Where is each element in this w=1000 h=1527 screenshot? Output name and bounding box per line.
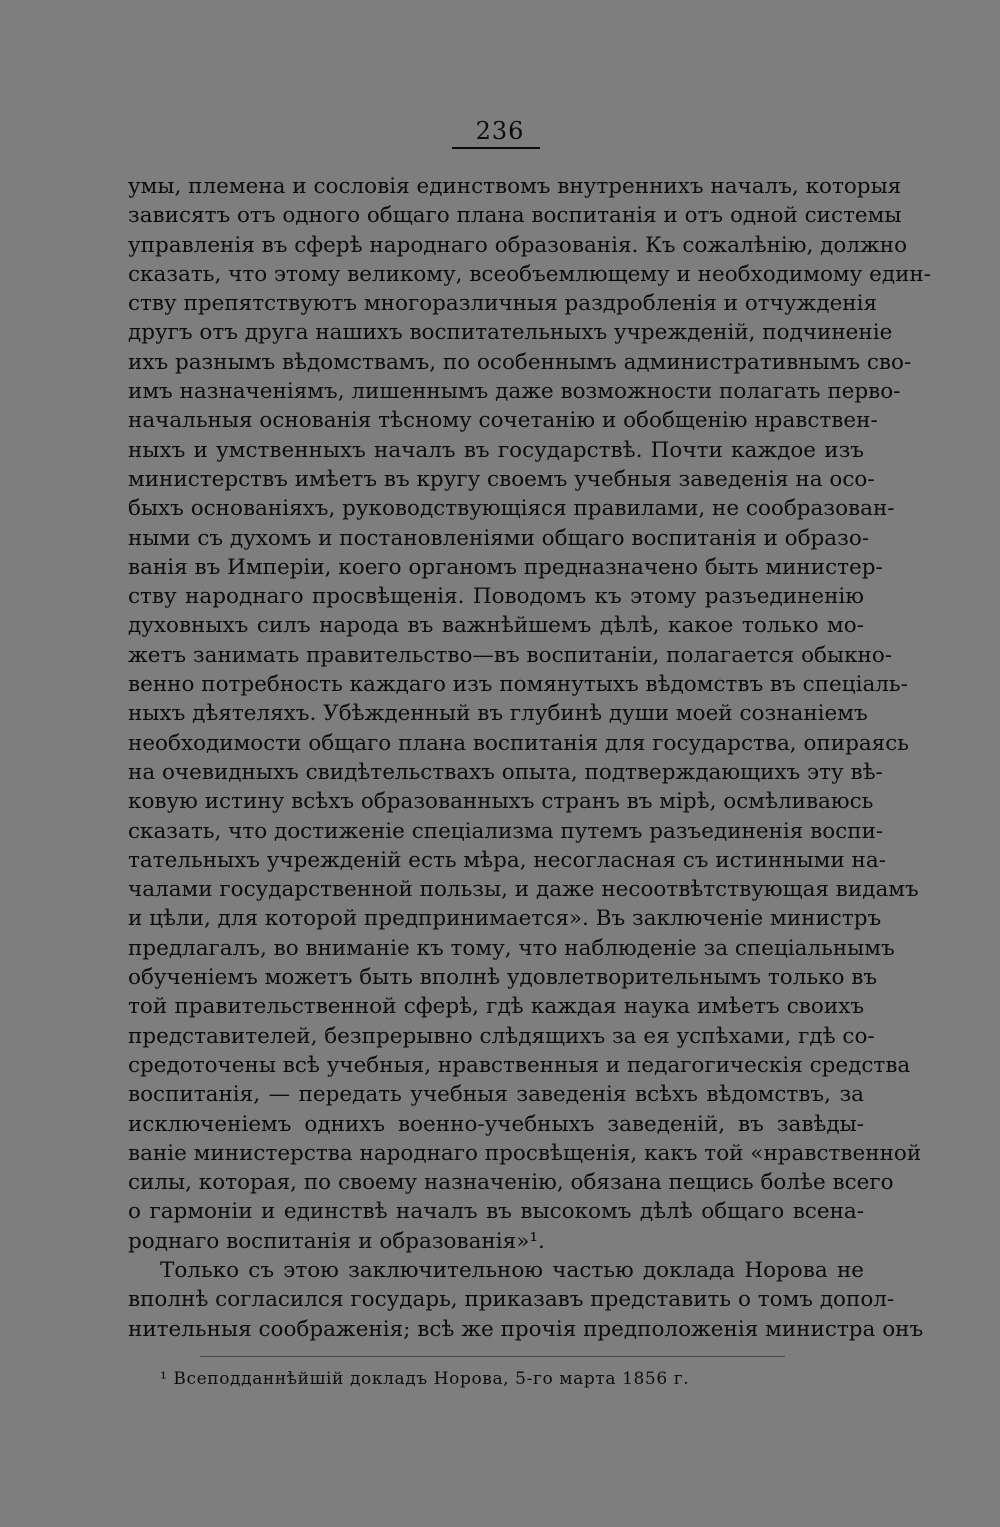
text-line: исключеніемъ однихъ военно-учебныхъ заведеній, въ завѣды- — [128, 1111, 864, 1137]
text-line: ными съ духомъ и постановленіями общаго воспитанія и образо- — [128, 525, 870, 551]
text-line: другъ отъ друга нашихъ воспитательныхъ учрежденій, подчиненіе — [128, 320, 893, 346]
text-line: сказать, что достиженіе спеціализма путемъ разъединенія воспи- — [128, 818, 884, 844]
text-line: тательныхъ учрежденій есть мѣра, несогласная съ истинными на- — [128, 847, 886, 873]
footnote-rule — [200, 1356, 785, 1357]
text-line: роднаго воспитанія и образованія»¹. — [128, 1228, 545, 1254]
text-line: ковую истину всѣхъ образованныхъ странъ въ мірѣ, осмѣливаюсь — [128, 789, 874, 815]
text-line: вполнѣ согласился государь, приказавъ представить о томъ допол- — [128, 1287, 895, 1313]
paragraph-first-line: Только съ этою заключительною частью доклада Норова не — [160, 1257, 864, 1283]
text-line: управленія въ сферѣ народнаго образованія. Къ сожалѣнію, должно — [128, 232, 908, 258]
body-text — [128, 172, 932, 1344]
text-line: нительныя соображенія; всѣ же прочія предположенія министра онъ — [128, 1316, 924, 1342]
text-line: средоточены всѣ учебныя, нравственныя и педагогическія средства — [128, 1052, 911, 1078]
text-line: сказать, что этому великому, всеобъемлющему и необходимому един- — [128, 261, 932, 287]
text-line: ныхъ дѣятеляхъ. Убѣжденный въ глубинѣ души моей сознаніемъ — [128, 701, 868, 727]
text-line: духовныхъ силъ народа въ важнѣйшемъ дѣлѣ, какое только мо- — [128, 613, 864, 639]
text-line: быхъ основаніяхъ, руководствующіяся правилами, не сообразован- — [128, 496, 895, 522]
text-line: ству препятствуютъ многоразличныя раздробленія и отчужденія — [128, 291, 878, 317]
page-number-rule — [452, 147, 540, 149]
text-line: чалами государственной пользы, и даже несоотвѣтствующая видамъ — [128, 877, 919, 903]
text-line: той правительственной сферѣ, гдѣ каждая наука имѣетъ своихъ — [128, 994, 864, 1020]
text-line: на очевидныхъ свидѣтельствахъ опыта, подтверждающихъ эту вѣ- — [128, 759, 883, 785]
text-line: зависятъ отъ одного общаго плана воспитанія и отъ одной системы — [128, 203, 902, 229]
page-number: 236 — [475, 117, 525, 145]
text-line: венно потребность каждаго изъ помянутыхъ вѣдомствъ въ спеціаль- — [128, 672, 908, 698]
text-line: обученіемъ можетъ быть вполнѣ удовлетворительнымъ только въ — [128, 965, 878, 991]
text-line: жетъ занимать правительство—въ воспитаніи, полагается обыкно- — [128, 642, 893, 668]
text-line: предлагалъ, во вниманіе къ тому, что наблюденіе за спеціальнымъ — [128, 935, 895, 961]
text-line: о гармоніи и единствѣ началъ въ высокомъ дѣлѣ общаго всена- — [128, 1199, 864, 1225]
text-line: ванія въ Имперіи, коего органомъ предназначено быть министер- — [128, 554, 883, 580]
text-line: необходимости общаго плана воспитанія для государства, опираясь — [128, 730, 909, 756]
text-line: начальныя основанія тѣсному сочетанію и обобщенію нравствен- — [128, 408, 878, 434]
text-line: ныхъ и умственныхъ началъ въ государствѣ. Почти каждое изъ — [128, 437, 864, 463]
text-line: министерствъ имѣетъ въ кругу своемъ учебныя заведенія на осо- — [128, 466, 875, 492]
footnote: ¹ Всеподданнѣйшій докладъ Норова, 5-го марта 1856 г. — [160, 1369, 690, 1389]
text-line: представителей, безпрерывно слѣдящихъ за ея успѣхами, гдѣ со- — [128, 1023, 875, 1049]
text-line: ихъ разнымъ вѣдомствамъ, по особеннымъ административнымъ сво- — [128, 349, 912, 375]
text-line: воспитанія, — передать учебныя заведенія всѣхъ вѣдомствъ, за — [128, 1082, 864, 1108]
text-line: имъ назначеніямъ, лишеннымъ даже возможности полагать перво- — [128, 379, 901, 405]
text-line: силы, которая, по своему назначенію, обязана пещись болѣе всего — [128, 1170, 894, 1196]
text-line: и цѣли, для которой предпринимается». Въ заключеніе министръ — [128, 906, 882, 932]
text-line: умы, племена и сословія единствомъ внутреннихъ началъ, которыя — [128, 174, 902, 199]
text-line: ваніе министерства народнаго просвѣщенія, какъ той «нравственной — [128, 1140, 922, 1166]
text-line: ству народнаго просвѣщенія. Поводомъ къ этому разъединенію — [128, 584, 864, 610]
